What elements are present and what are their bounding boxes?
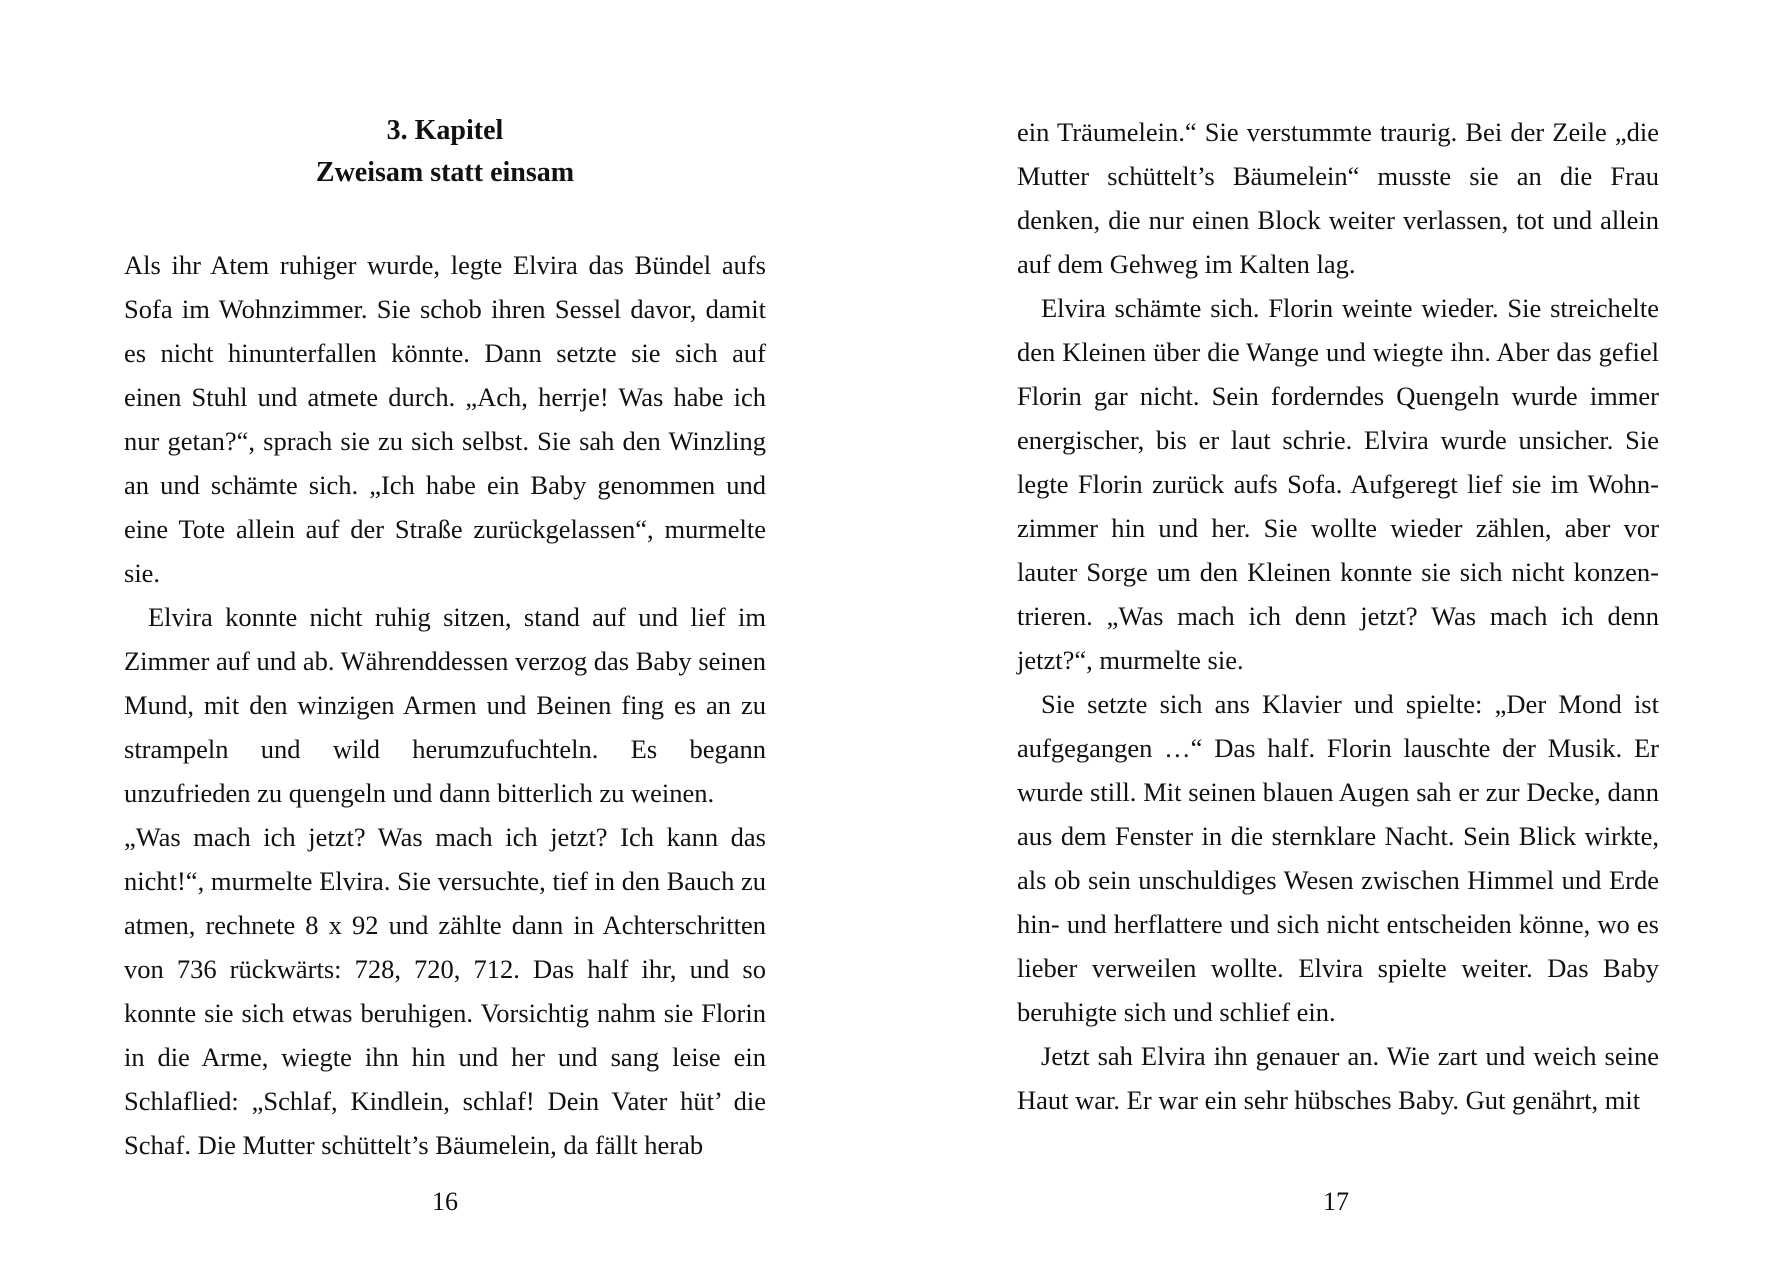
- page-number: 17: [1323, 1187, 1349, 1216]
- paragraph: Jetzt sah Elvira ihn genauer an. Wie zart und weich seine Haut war. Er war ein sehr hübsches Baby. Gut genährt, mit: [1017, 1041, 1659, 1115]
- paragraph: „Was mach ich jetzt? Was mach ich jetzt? Ich kann das nicht!“, murmelte Elvira. Sie versuchte, tief in den Bauch zu atmen, rechnete 8 x 92 und zählte dann in Achterschritten von 736 rückwärts: 728, 720, 712. Das half ihr, und so konnte sie sich etwas beruhigen. Vorsichtig nahm sie Florin in die Arme, wiegte ihn hin und her und sang leise ein Schlaflied: „Schlaf, Kindlein, schlaf! Dein Vater hüt’ die Schaf. Die Mutter schüttelt’s Bäumelein, da fällt herab: [124, 822, 766, 1160]
- right-page: [886, 0, 1772, 1270]
- chapter-number: 3. Kapitel: [386, 115, 504, 146]
- paragraph: ein Träumelein.“ Sie verstummte traurig. Bei der Zeile „die Mutter schüttelt’s Bäumelein“ musste sie an die Frau denken, die nur einen Block weiter verlassen, tot und allein auf dem Gehweg im Kalten lag.: [1017, 117, 1659, 279]
- paragraph: Als ihr Atem ruhiger wurde, legte Elvira das Bündel aufs Sofa im Wohnzimmer. Sie schob ihren Sessel davor, damit es nicht hinunterfallen könnte. Dann setzte sie sich auf einen Stuhl und atmete durch. „Ach, herrje! Was habe ich nur getan?“, sprach sie zu sich selbst. Sie sah den Winzling an und schämte sich. „Ich habe ein Baby genommen und eine Tote allein auf der Straße zurückgelassen“, murmelte sie.: [124, 250, 766, 588]
- left-page-text: [124, 243, 766, 1167]
- paragraph: Sie setzte sich ans Klavier und spielte: „Der Mond ist aufgegangen …“ Das half. Florin lauschte der Musik. Er wurde still. Mit seinen blauen Augen sah er zur Decke, dann aus dem Fenster in die sternklare Nacht. Sein Blick wirkte, als ob sein unschuldiges Wesen zwischen Himmel und Erde hin- und herflattere und sich nicht entscheiden könne, wo es lieber verweilen wollte. Elvira spielte weiter. Das Baby beruhigte sich und schlief ein.: [1017, 689, 1659, 1027]
- chapter-title: Zweisam statt einsam: [315, 157, 575, 188]
- paragraph: Elvira konnte nicht ruhig sitzen, stand auf und lief im Zimmer auf und ab. Währenddessen verzog das Baby seinen Mund, mit den winzigen Armen und Beinen fing es an zu strampeln und wild herumzufuchteln. Es begann unzufrieden zu quengeln und dann bitterlich zu weinen.: [124, 602, 766, 808]
- page-number: 16: [432, 1187, 458, 1216]
- paragraph: Elvira schämte sich. Florin weinte wieder. Sie streichelte den Kleinen über die Wange und wiegte ihn. Aber das gefiel Florin gar nicht. Sein forderndes Quengeln wurde immer energischer, bis er laut schrie. Elvira wurde unsicher. Sie legte Florin zurück aufs Sofa. Aufgeregt lief sie im Wohnzimmer hin und her. Sie wollte wieder zählen, aber vor lauter Sorge um den Kleinen konnte sie sich nicht konzentrieren. „Was mach ich denn jetzt? Was mach ich denn jetzt?“, murmelte sie.: [1017, 293, 1659, 675]
- right-page-text: [1017, 110, 1659, 1122]
